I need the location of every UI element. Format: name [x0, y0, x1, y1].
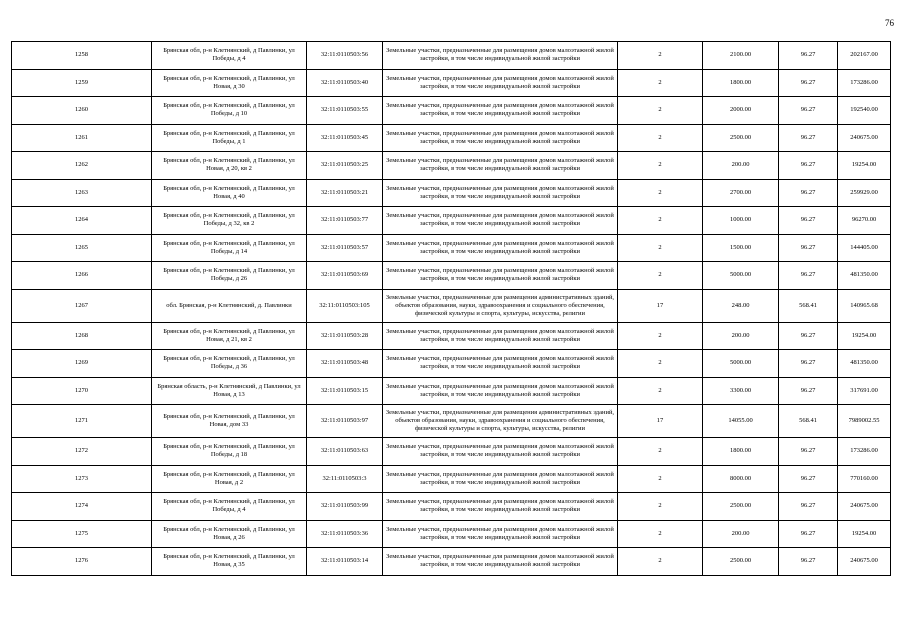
rate-cell: 96.27 — [779, 207, 838, 235]
land-use-cell: Земельные участки, предназначенные для размещения домов малоэтажной жилой застройки, в том числе индивидуальной жилой застройки — [383, 520, 618, 548]
group-code-cell: 2 — [618, 234, 703, 262]
table-row — [12, 350, 891, 378]
area-cell: 3300.00 — [703, 377, 779, 405]
land-use-cell: Земельные участки, предназначенные для размещения домов малоэтажной жилой застройки, в том числе индивидуальной жилой застройки — [383, 350, 618, 378]
area-cell: 2500.00 — [703, 124, 779, 152]
address-cell: Брянская обл, р-н Клетнянский, д Павлинки, ул Победы, д 36 — [152, 350, 307, 378]
land-use-cell: Земельные участки, предназначенные для размещения административных зданий, объектов образования, науки, здравоохранения и социального обеспечения, физической культуры и спорта, культуры, искусства, религии — [383, 405, 618, 438]
group-code-cell: 2 — [618, 97, 703, 125]
land-use-cell: Земельные участки, предназначенные для размещения домов малоэтажной жилой застройки, в том числе индивидуальной жилой застройки — [383, 179, 618, 207]
cadastral-value-cell: 96270.00 — [838, 207, 891, 235]
table-row — [12, 438, 891, 466]
area-cell: 8000.00 — [703, 465, 779, 493]
row-number-cell: 1267 — [12, 289, 152, 322]
area-cell: 200.00 — [703, 520, 779, 548]
group-code-cell: 2 — [618, 207, 703, 235]
row-number-cell: 1264 — [12, 207, 152, 235]
cadastral-number-cell: 32:11:0110503:21 — [307, 179, 383, 207]
rate-cell: 96.27 — [779, 69, 838, 97]
address-cell: Брянская обл, р-н Клетнянский, д Павлинки, ул Победы, д 4 — [152, 493, 307, 521]
table-row — [12, 124, 891, 152]
rate-cell: 96.27 — [779, 350, 838, 378]
address-cell: Брянская обл, р-н Клетнянский, д Павлинки, ул Новая, д 21, кв 2 — [152, 322, 307, 350]
cadastral-value-cell: 770160.00 — [838, 465, 891, 493]
group-code-cell: 2 — [618, 42, 703, 70]
land-use-cell: Земельные участки, предназначенные для размещения домов малоэтажной жилой застройки, в том числе индивидуальной жилой застройки — [383, 438, 618, 466]
table-body — [12, 42, 891, 576]
land-use-cell: Земельные участки, предназначенные для размещения домов малоэтажной жилой застройки, в том числе индивидуальной жилой застройки — [383, 69, 618, 97]
rate-cell: 96.27 — [779, 124, 838, 152]
group-code-cell: 2 — [618, 438, 703, 466]
area-cell: 1800.00 — [703, 438, 779, 466]
table-row — [12, 262, 891, 290]
page-number: 76 — [885, 18, 894, 28]
table-row — [12, 465, 891, 493]
cadastral-value-cell: 317691.00 — [838, 377, 891, 405]
land-use-cell: Земельные участки, предназначенные для размещения домов малоэтажной жилой застройки, в том числе индивидуальной жилой застройки — [383, 97, 618, 125]
table-row — [12, 69, 891, 97]
cadastral-value-cell: 240675.00 — [838, 548, 891, 576]
area-cell: 1000.00 — [703, 207, 779, 235]
rate-cell: 96.27 — [779, 42, 838, 70]
cadastral-value-cell: 19254.00 — [838, 520, 891, 548]
table-row — [12, 548, 891, 576]
table-row — [12, 322, 891, 350]
area-cell: 2500.00 — [703, 548, 779, 576]
row-number-cell: 1271 — [12, 405, 152, 438]
cadastral-value-cell: 173286.00 — [838, 69, 891, 97]
cadastral-number-cell: 32:11:0110503:14 — [307, 548, 383, 576]
address-cell: Брянская обл, р-н Клетнянский, д Павлинки, ул Победы, д 18 — [152, 438, 307, 466]
address-cell: Брянская обл, р-н Клетнянский, д Павлинки, ул Победы, д 32, кв 2 — [152, 207, 307, 235]
address-cell: Брянская обл, р-н Клетнянский, д Павлинки, ул Победы, д 1 — [152, 124, 307, 152]
group-code-cell: 17 — [618, 405, 703, 438]
rate-cell: 96.27 — [779, 322, 838, 350]
area-cell: 248.00 — [703, 289, 779, 322]
row-number-cell: 1259 — [12, 69, 152, 97]
land-use-cell: Земельные участки, предназначенные для размещения домов малоэтажной жилой застройки, в том числе индивидуальной жилой застройки — [383, 262, 618, 290]
row-number-cell: 1265 — [12, 234, 152, 262]
land-use-cell: Земельные участки, предназначенные для размещения домов малоэтажной жилой застройки, в том числе индивидуальной жилой застройки — [383, 548, 618, 576]
land-plot-table — [11, 41, 891, 576]
area-cell: 200.00 — [703, 152, 779, 180]
rate-cell: 96.27 — [779, 262, 838, 290]
address-cell: Брянская обл, р-н Клетнянский, д Павлинки, ул Новая, дом 33 — [152, 405, 307, 438]
row-number-cell: 1260 — [12, 97, 152, 125]
address-cell: Брянская обл, р-н Клетнянский, д Павлинки, ул Победы, д 10 — [152, 97, 307, 125]
cadastral-number-cell: 32:11:0110503:55 — [307, 97, 383, 125]
cadastral-value-cell: 481350.00 — [838, 350, 891, 378]
cadastral-number-cell: 32:11:0110503:3 — [307, 465, 383, 493]
land-use-cell: Земельные участки, предназначенные для размещения домов малоэтажной жилой застройки, в том числе индивидуальной жилой застройки — [383, 124, 618, 152]
cadastral-value-cell: 259929.00 — [838, 179, 891, 207]
area-cell: 2700.00 — [703, 179, 779, 207]
cadastral-number-cell: 32:11:0110503:99 — [307, 493, 383, 521]
group-code-cell: 17 — [618, 289, 703, 322]
row-number-cell: 1258 — [12, 42, 152, 70]
cadastral-number-cell: 32:11:0110503:97 — [307, 405, 383, 438]
rate-cell: 96.27 — [779, 520, 838, 548]
group-code-cell: 2 — [618, 493, 703, 521]
group-code-cell: 2 — [618, 322, 703, 350]
table-row — [12, 289, 891, 322]
group-code-cell: 2 — [618, 152, 703, 180]
rate-cell: 96.27 — [779, 234, 838, 262]
table-row — [12, 152, 891, 180]
land-use-cell: Земельные участки, предназначенные для размещения домов малоэтажной жилой застройки, в том числе индивидуальной жилой застройки — [383, 152, 618, 180]
cadastral-value-cell: 240675.00 — [838, 493, 891, 521]
cadastral-number-cell: 32:11:0110503:63 — [307, 438, 383, 466]
address-cell: Брянская обл, р-н Клетнянский, д Павлинки, ул Новая, д 35 — [152, 548, 307, 576]
cadastral-value-cell: 19254.00 — [838, 322, 891, 350]
cadastral-number-cell: 32:11:0110503:77 — [307, 207, 383, 235]
table-row — [12, 377, 891, 405]
address-cell: Брянская обл, р-н Клетнянский, д Павлинки, ул Новая, д 26 — [152, 520, 307, 548]
cadastral-value-cell: 7989002.55 — [838, 405, 891, 438]
land-use-cell: Земельные участки, предназначенные для размещения домов малоэтажной жилой застройки, в том числе индивидуальной жилой застройки — [383, 465, 618, 493]
cadastral-value-cell: 481350.00 — [838, 262, 891, 290]
row-number-cell: 1272 — [12, 438, 152, 466]
cadastral-number-cell: 32:11:0110503:45 — [307, 124, 383, 152]
cadastral-value-cell: 202167.00 — [838, 42, 891, 70]
rate-cell: 96.27 — [779, 179, 838, 207]
land-use-cell: Земельные участки, предназначенные для размещения домов малоэтажной жилой застройки, в том числе индивидуальной жилой застройки — [383, 234, 618, 262]
area-cell: 2100.00 — [703, 42, 779, 70]
row-number-cell: 1263 — [12, 179, 152, 207]
cadastral-number-cell: 32:11:0110503:25 — [307, 152, 383, 180]
address-cell: Брянская обл, р-н Клетнянский, д Павлинки, ул Новая, д 2 — [152, 465, 307, 493]
address-cell: Брянская область, р-н Клетнянский, д Павлинки, ул Новая, д 13 — [152, 377, 307, 405]
cadastral-value-cell: 192540.00 — [838, 97, 891, 125]
area-cell: 5000.00 — [703, 262, 779, 290]
cadastral-number-cell: 32:11:0110503:56 — [307, 42, 383, 70]
rate-cell: 96.27 — [779, 97, 838, 125]
rate-cell: 96.27 — [779, 493, 838, 521]
cadastral-value-cell: 19254.00 — [838, 152, 891, 180]
area-cell: 200.00 — [703, 322, 779, 350]
rate-cell: 96.27 — [779, 438, 838, 466]
group-code-cell: 2 — [618, 350, 703, 378]
table-row — [12, 520, 891, 548]
group-code-cell: 2 — [618, 465, 703, 493]
group-code-cell: 2 — [618, 262, 703, 290]
land-use-cell: Земельные участки, предназначенные для размещения домов малоэтажной жилой застройки, в том числе индивидуальной жилой застройки — [383, 207, 618, 235]
group-code-cell: 2 — [618, 124, 703, 152]
rate-cell: 96.27 — [779, 377, 838, 405]
address-cell: обл. Брянская, р-н Клетнянский, д. Павлинки — [152, 289, 307, 322]
table-row — [12, 405, 891, 438]
group-code-cell: 2 — [618, 377, 703, 405]
land-use-cell: Земельные участки, предназначенные для размещения домов малоэтажной жилой застройки, в том числе индивидуальной жилой застройки — [383, 42, 618, 70]
table-row — [12, 179, 891, 207]
rate-cell: 568.41 — [779, 405, 838, 438]
area-cell: 2500.00 — [703, 493, 779, 521]
row-number-cell: 1273 — [12, 465, 152, 493]
rate-cell: 96.27 — [779, 548, 838, 576]
table-row — [12, 207, 891, 235]
cadastral-number-cell: 32:11:0110503:28 — [307, 322, 383, 350]
row-number-cell: 1274 — [12, 493, 152, 521]
table-row — [12, 97, 891, 125]
land-use-cell: Земельные участки, предназначенные для размещения административных зданий, объектов образования, науки, здравоохранения и социального обеспечения, физической культуры и спорта, культуры, искусства, религии — [383, 289, 618, 322]
address-cell: Брянская обл, р-н Клетнянский, д Павлинки, ул Новая, д 40 — [152, 179, 307, 207]
area-cell: 2000.00 — [703, 97, 779, 125]
row-number-cell: 1266 — [12, 262, 152, 290]
row-number-cell: 1275 — [12, 520, 152, 548]
group-code-cell: 2 — [618, 179, 703, 207]
land-use-cell: Земельные участки, предназначенные для размещения домов малоэтажной жилой застройки, в том числе индивидуальной жилой застройки — [383, 493, 618, 521]
row-number-cell: 1268 — [12, 322, 152, 350]
cadastral-number-cell: 32:11:0110503:48 — [307, 350, 383, 378]
area-cell: 5000.00 — [703, 350, 779, 378]
cadastral-value-cell: 240675.00 — [838, 124, 891, 152]
address-cell: Брянская обл, р-н Клетнянский, д Павлинки, ул Новая, д 30 — [152, 69, 307, 97]
group-code-cell: 2 — [618, 548, 703, 576]
area-cell: 14055.00 — [703, 405, 779, 438]
cadastral-number-cell: 32:11:0110503:15 — [307, 377, 383, 405]
address-cell: Брянская обл, р-н Клетнянский, д Павлинки, ул Новая, д 20, кв 2 — [152, 152, 307, 180]
address-cell: Брянская обл, р-н Клетнянский, д Павлинки, ул Победы, д 14 — [152, 234, 307, 262]
rate-cell: 568.41 — [779, 289, 838, 322]
cadastral-number-cell: 32:11:0110503:40 — [307, 69, 383, 97]
row-number-cell: 1270 — [12, 377, 152, 405]
table-row — [12, 42, 891, 70]
land-use-cell: Земельные участки, предназначенные для размещения домов малоэтажной жилой застройки, в том числе индивидуальной жилой застройки — [383, 322, 618, 350]
row-number-cell: 1261 — [12, 124, 152, 152]
table-row — [12, 234, 891, 262]
cadastral-value-cell: 140965.68 — [838, 289, 891, 322]
area-cell: 1500.00 — [703, 234, 779, 262]
group-code-cell: 2 — [618, 69, 703, 97]
row-number-cell: 1269 — [12, 350, 152, 378]
row-number-cell: 1262 — [12, 152, 152, 180]
cadastral-value-cell: 144405.00 — [838, 234, 891, 262]
cadastral-number-cell: 32:11:0110503:69 — [307, 262, 383, 290]
cadastral-number-cell: 32:11:0110503:57 — [307, 234, 383, 262]
row-number-cell: 1276 — [12, 548, 152, 576]
address-cell: Брянская обл, р-н Клетнянский, д Павлинки, ул Победы, д 4 — [152, 42, 307, 70]
area-cell: 1800.00 — [703, 69, 779, 97]
land-use-cell: Земельные участки, предназначенные для размещения домов малоэтажной жилой застройки, в том числе индивидуальной жилой застройки — [383, 377, 618, 405]
cadastral-number-cell: 32:11:0110503:36 — [307, 520, 383, 548]
cadastral-value-cell: 173286.00 — [838, 438, 891, 466]
group-code-cell: 2 — [618, 520, 703, 548]
rate-cell: 96.27 — [779, 152, 838, 180]
table-row — [12, 493, 891, 521]
rate-cell: 96.27 — [779, 465, 838, 493]
cadastral-number-cell: 32:11:0110503:105 — [307, 289, 383, 322]
address-cell: Брянская обл, р-н Клетнянский, д Павлинки, ул Победы, д 26 — [152, 262, 307, 290]
